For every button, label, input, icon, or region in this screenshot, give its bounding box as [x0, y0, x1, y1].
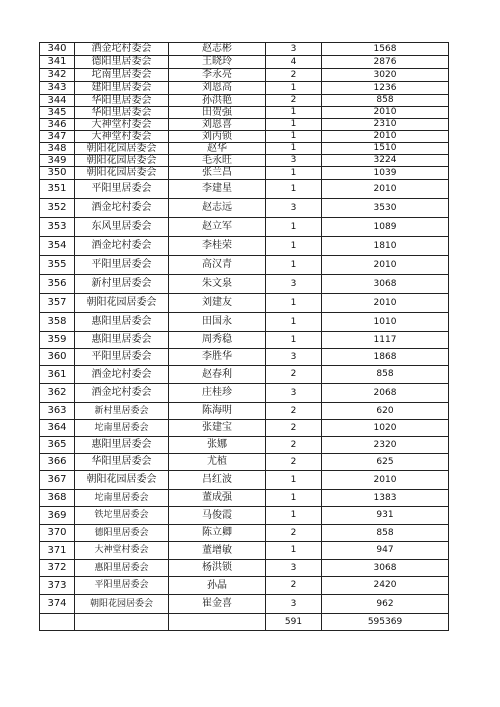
totals-org-cell	[75, 614, 169, 631]
person-name-cell: 赵志远	[169, 199, 266, 218]
row-number-cell: 368	[40, 490, 75, 507]
committee-cell: 惠阳里居委会	[75, 332, 169, 349]
table-row	[40, 218, 449, 237]
committee-cell: 平阳里居委会	[75, 349, 169, 366]
table-row	[40, 119, 449, 131]
table-row	[40, 69, 449, 82]
amount-cell: 2010	[322, 180, 449, 199]
table-row	[40, 384, 449, 403]
count-cell: 3	[266, 275, 322, 294]
row-number-cell: 345	[40, 107, 75, 119]
amount-cell: 1010	[322, 313, 449, 332]
committee-cell: 华阳里居委会	[75, 454, 169, 471]
count-cell: 3	[266, 199, 322, 218]
committee-cell: 酒金坨村委会	[75, 384, 169, 403]
committee-cell: 惠阳里居委会	[75, 560, 169, 577]
table-row	[40, 131, 449, 143]
committee-cell: 大神堂村委会	[75, 119, 169, 131]
amount-cell: 2420	[322, 577, 449, 595]
committee-cell: 新村里居委会	[75, 403, 169, 420]
committee-cell: 酒金坨村委会	[75, 43, 169, 56]
row-number-cell: 350	[40, 167, 75, 180]
amount-cell: 1868	[322, 349, 449, 366]
count-cell: 1	[266, 119, 322, 131]
person-name-cell: 孙洪艳	[169, 95, 266, 107]
amount-cell: 1383	[322, 490, 449, 507]
count-cell: 2	[266, 366, 322, 384]
row-number-cell: 340	[40, 43, 75, 56]
row-number-cell: 367	[40, 471, 75, 490]
totals-count-cell: 591	[266, 614, 322, 631]
table-row	[40, 507, 449, 525]
table-row	[40, 437, 449, 454]
amount-cell: 1236	[322, 82, 449, 95]
committee-cell: 华阳里居委会	[75, 107, 169, 119]
person-name-cell: 董增敏	[169, 542, 266, 560]
count-cell: 3	[266, 155, 322, 167]
count-cell: 1	[266, 542, 322, 560]
person-name-cell: 赵志彬	[169, 43, 266, 56]
person-name-cell: 刘丙锁	[169, 131, 266, 143]
table-body	[40, 43, 449, 631]
person-name-cell: 刘建友	[169, 294, 266, 313]
person-name-cell: 赵华	[169, 143, 266, 155]
committee-cell: 大神堂村委会	[75, 542, 169, 560]
amount-cell: 858	[322, 366, 449, 384]
row-number-cell: 346	[40, 119, 75, 131]
row-number-cell: 363	[40, 403, 75, 420]
amount-cell: 2010	[322, 256, 449, 275]
row-number-cell: 358	[40, 313, 75, 332]
committee-cell: 朝阳花园居委会	[75, 143, 169, 155]
count-cell: 1	[266, 332, 322, 349]
amount-cell: 1810	[322, 237, 449, 256]
person-name-cell: 张兰昌	[169, 167, 266, 180]
amount-cell: 2876	[322, 56, 449, 69]
table-row	[40, 107, 449, 119]
amount-cell: 3020	[322, 69, 449, 82]
committee-cell: 大神堂村委会	[75, 131, 169, 143]
person-name-cell: 赵立军	[169, 218, 266, 237]
committee-cell: 新村里居委会	[75, 275, 169, 294]
committee-cell: 坨南里居委会	[75, 420, 169, 437]
count-cell: 2	[266, 95, 322, 107]
amount-cell: 931	[322, 507, 449, 525]
count-cell: 1	[266, 313, 322, 332]
table-row	[40, 577, 449, 595]
count-cell: 1	[266, 107, 322, 119]
count-cell: 1	[266, 143, 322, 155]
table-row	[40, 180, 449, 199]
count-cell: 1	[266, 237, 322, 256]
count-cell: 3	[266, 560, 322, 577]
person-name-cell: 吕红波	[169, 471, 266, 490]
person-name-cell: 田国永	[169, 313, 266, 332]
count-cell: 3	[266, 349, 322, 366]
person-name-cell: 李胜华	[169, 349, 266, 366]
totals-name-cell	[169, 614, 266, 631]
amount-cell: 1020	[322, 420, 449, 437]
committee-cell: 朝阳花园居委会	[75, 595, 169, 614]
amount-cell: 625	[322, 454, 449, 471]
committee-cell: 朝阳花园居委会	[75, 471, 169, 490]
totals-no-cell	[40, 614, 75, 631]
person-name-cell: 王晓玲	[169, 56, 266, 69]
person-name-cell: 毛永旺	[169, 155, 266, 167]
table-row	[40, 560, 449, 577]
committee-cell: 平阳里居委会	[75, 577, 169, 595]
committee-cell: 华阳里居委会	[75, 95, 169, 107]
committee-cell: 平阳里居委会	[75, 180, 169, 199]
committee-cell: 朝阳花园居委会	[75, 155, 169, 167]
row-number-cell: 351	[40, 180, 75, 199]
count-cell: 3	[266, 595, 322, 614]
committee-cell: 酒金坨村委会	[75, 237, 169, 256]
committee-cell: 德阳里居委会	[75, 525, 169, 542]
row-number-cell: 359	[40, 332, 75, 349]
table-row	[40, 542, 449, 560]
row-number-cell: 353	[40, 218, 75, 237]
committee-cell: 建阳里居委会	[75, 82, 169, 95]
row-number-cell: 352	[40, 199, 75, 218]
table-row	[40, 237, 449, 256]
amount-cell: 2010	[322, 131, 449, 143]
table-row	[40, 43, 449, 56]
amount-cell: 858	[322, 95, 449, 107]
table-row	[40, 82, 449, 95]
data-table	[39, 42, 449, 631]
committee-cell: 酒金坨村委会	[75, 199, 169, 218]
row-number-cell: 356	[40, 275, 75, 294]
count-cell: 1	[266, 294, 322, 313]
row-number-cell: 372	[40, 560, 75, 577]
table-row	[40, 471, 449, 490]
table-row	[40, 595, 449, 614]
row-number-cell: 365	[40, 437, 75, 454]
count-cell: 2	[266, 577, 322, 595]
person-name-cell: 李桂荣	[169, 237, 266, 256]
count-cell: 1	[266, 167, 322, 180]
person-name-cell: 马俊霞	[169, 507, 266, 525]
table-row	[40, 525, 449, 542]
amount-cell: 3068	[322, 275, 449, 294]
count-cell: 2	[266, 525, 322, 542]
table-row	[40, 143, 449, 155]
person-name-cell: 陈立卿	[169, 525, 266, 542]
person-name-cell: 周秀稳	[169, 332, 266, 349]
row-number-cell: 342	[40, 69, 75, 82]
person-name-cell: 刘恩高	[169, 82, 266, 95]
person-name-cell: 张建宝	[169, 420, 266, 437]
count-cell: 1	[266, 82, 322, 95]
row-number-cell: 373	[40, 577, 75, 595]
totals-amount-cell: 595369	[322, 614, 449, 631]
row-number-cell: 366	[40, 454, 75, 471]
totals-row	[40, 614, 449, 631]
row-number-cell: 357	[40, 294, 75, 313]
committee-cell: 德阳里居委会	[75, 56, 169, 69]
amount-cell: 2068	[322, 384, 449, 403]
table-row	[40, 313, 449, 332]
person-name-cell: 杨洪锁	[169, 560, 266, 577]
amount-cell: 1039	[322, 167, 449, 180]
amount-cell: 3068	[322, 560, 449, 577]
committee-cell: 酒金坨村委会	[75, 366, 169, 384]
count-cell: 3	[266, 384, 322, 403]
committee-cell: 铁坨里居委会	[75, 507, 169, 525]
table-row	[40, 56, 449, 69]
amount-cell: 858	[322, 525, 449, 542]
row-number-cell: 362	[40, 384, 75, 403]
row-number-cell: 369	[40, 507, 75, 525]
table-row	[40, 403, 449, 420]
amount-cell: 2010	[322, 107, 449, 119]
amount-cell: 2310	[322, 119, 449, 131]
table-row	[40, 167, 449, 180]
person-name-cell: 李建星	[169, 180, 266, 199]
row-number-cell: 355	[40, 256, 75, 275]
row-number-cell: 354	[40, 237, 75, 256]
person-name-cell: 陈海明	[169, 403, 266, 420]
table-row	[40, 95, 449, 107]
amount-cell: 1568	[322, 43, 449, 56]
count-cell: 2	[266, 403, 322, 420]
committee-cell: 朝阳花园居委会	[75, 167, 169, 180]
row-number-cell: 361	[40, 366, 75, 384]
amount-cell: 620	[322, 403, 449, 420]
amount-cell: 2010	[322, 471, 449, 490]
table-row	[40, 332, 449, 349]
row-number-cell: 360	[40, 349, 75, 366]
person-name-cell: 尤植	[169, 454, 266, 471]
row-number-cell: 374	[40, 595, 75, 614]
committee-cell: 东风里居委会	[75, 218, 169, 237]
committee-cell: 平阳里居委会	[75, 256, 169, 275]
row-number-cell: 341	[40, 56, 75, 69]
row-number-cell: 364	[40, 420, 75, 437]
amount-cell: 3530	[322, 199, 449, 218]
count-cell: 1	[266, 490, 322, 507]
amount-cell: 1117	[322, 332, 449, 349]
committee-cell: 坨南里居委会	[75, 69, 169, 82]
person-name-cell: 庄桂珍	[169, 384, 266, 403]
count-cell: 1	[266, 471, 322, 490]
person-name-cell: 赵春利	[169, 366, 266, 384]
person-name-cell: 刘恩喜	[169, 119, 266, 131]
row-number-cell: 347	[40, 131, 75, 143]
count-cell: 1	[266, 256, 322, 275]
committee-cell: 惠阳里居委会	[75, 437, 169, 454]
amount-cell: 962	[322, 595, 449, 614]
spreadsheet-page	[39, 42, 448, 631]
committee-cell: 朝阳花园居委会	[75, 294, 169, 313]
amount-cell: 2010	[322, 294, 449, 313]
person-name-cell: 孙晶	[169, 577, 266, 595]
count-cell: 1	[266, 180, 322, 199]
person-name-cell: 田贺强	[169, 107, 266, 119]
table-row	[40, 155, 449, 167]
count-cell: 1	[266, 131, 322, 143]
amount-cell: 2320	[322, 437, 449, 454]
table-row	[40, 490, 449, 507]
table-row	[40, 420, 449, 437]
person-name-cell: 高汉青	[169, 256, 266, 275]
table-row	[40, 199, 449, 218]
count-cell: 2	[266, 69, 322, 82]
amount-cell: 947	[322, 542, 449, 560]
row-number-cell: 348	[40, 143, 75, 155]
amount-cell: 1510	[322, 143, 449, 155]
table-row	[40, 294, 449, 313]
table-row	[40, 275, 449, 294]
count-cell: 3	[266, 43, 322, 56]
row-number-cell: 370	[40, 525, 75, 542]
table-row	[40, 454, 449, 471]
count-cell: 1	[266, 218, 322, 237]
person-name-cell: 张娜	[169, 437, 266, 454]
count-cell: 2	[266, 454, 322, 471]
person-name-cell: 朱文泉	[169, 275, 266, 294]
count-cell: 4	[266, 56, 322, 69]
person-name-cell: 董成强	[169, 490, 266, 507]
amount-cell: 3224	[322, 155, 449, 167]
person-name-cell: 李永亮	[169, 69, 266, 82]
row-number-cell: 343	[40, 82, 75, 95]
committee-cell: 惠阳里居委会	[75, 313, 169, 332]
table-row	[40, 366, 449, 384]
row-number-cell: 371	[40, 542, 75, 560]
row-number-cell: 349	[40, 155, 75, 167]
table-row	[40, 256, 449, 275]
committee-cell: 坨南里居委会	[75, 490, 169, 507]
table-row	[40, 349, 449, 366]
count-cell: 1	[266, 507, 322, 525]
amount-cell: 1089	[322, 218, 449, 237]
person-name-cell: 崔金喜	[169, 595, 266, 614]
count-cell: 2	[266, 420, 322, 437]
row-number-cell: 344	[40, 95, 75, 107]
count-cell: 2	[266, 437, 322, 454]
